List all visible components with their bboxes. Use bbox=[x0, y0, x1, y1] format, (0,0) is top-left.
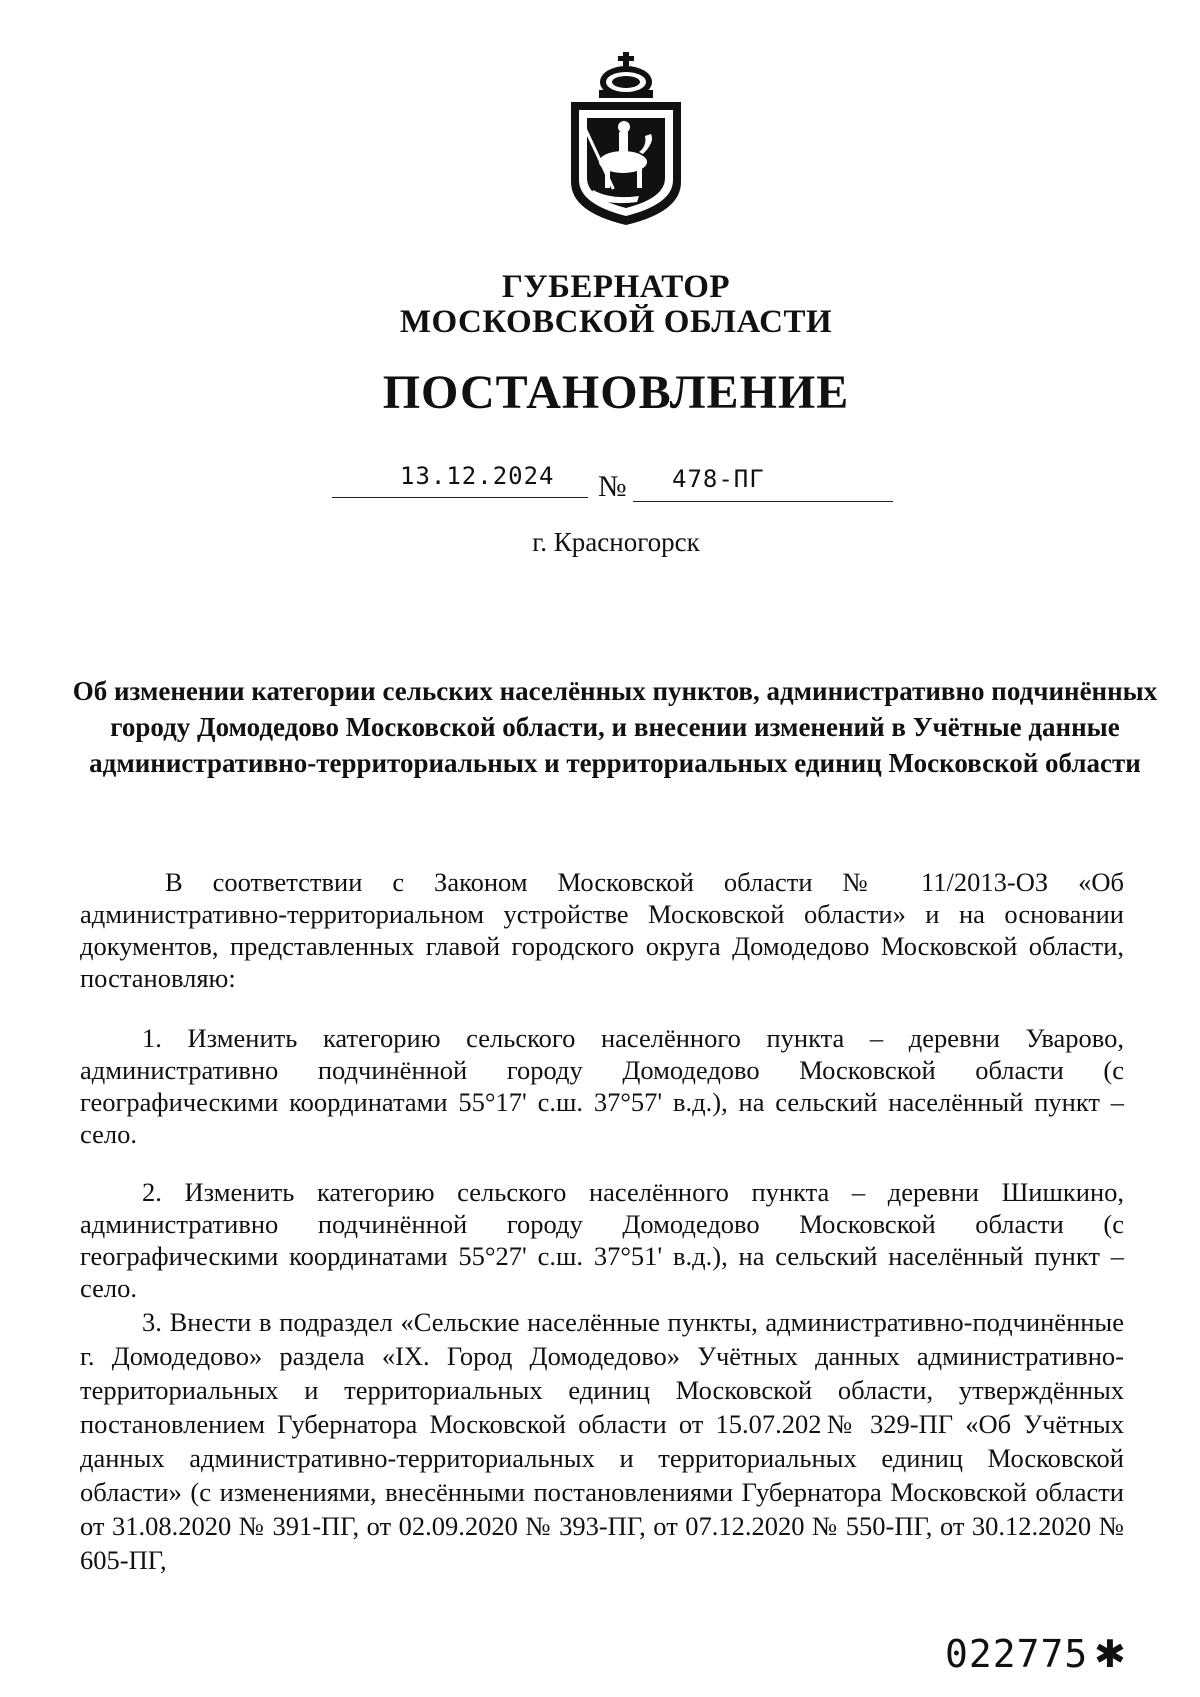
number-sign: № bbox=[598, 470, 627, 503]
clause-1: 1. Изменить категорию сельского населённого пункта – деревни Уварово, административно подчинённой городу Домодедово Московской области (с географическими координатами 55°17' с.ш. 37°57' в.д.), на сельский населённый пункт – село. bbox=[80, 1023, 1124, 1149]
clause-2: 2. Изменить категорию сельского населённого пункта – деревни Шишкино, административно подчинённой городу Домодедово Московской области (с географическими координатами 55°27' с.ш. 37°51' в.д.), на сельский населённый пункт – село. bbox=[80, 1177, 1124, 1303]
number-underline bbox=[633, 501, 893, 502]
document-title: Об изменении категории сельских населённых пунктов, административно подчинённых городу Домодедово Московской области, и внесении изменений в Учётные данные административно-территориальных и территориальных единиц Московской области bbox=[72, 676, 1158, 778]
document-type: ПОСТАНОВЛЕНИЕ bbox=[382, 366, 850, 419]
issuer-title: ГУБЕРНАТОР bbox=[501, 269, 731, 305]
document-date: 13.12.2024 bbox=[400, 462, 555, 490]
date-underline bbox=[332, 497, 588, 498]
serial-number: 022775 bbox=[945, 1632, 1089, 1676]
document-number: 478-ПГ bbox=[672, 465, 765, 493]
asterisk-mark-icon: ✱ bbox=[1094, 1634, 1126, 1676]
coat-of-arms-icon bbox=[563, 50, 689, 228]
clause-3: 3. Внести в подраздел «Сельские населённые пункты, административно-подчинённые г. Домодедово» раздела «IX. Город Домодедово» Учётных данных административно-территориальных и территориальных единиц Московской области, утверждённых постановлением Губернатора Московской области от 15.07.202№ 329-ПГ «Об Учётных данных административно-территориальных и территориальных единиц Московской области» (с изменениями, внесёнными постановлениями Губернатора Московской области от 31.08.2020 № 391-ПГ, от 02.09.2020 № 393-ПГ, от 07.12.2020 № 550-ПГ, от 30.12.2020 № 605-ПГ, bbox=[80, 1307, 1124, 1575]
issuer-region: МОСКОВСКОЙ ОБЛАСТИ bbox=[399, 304, 833, 340]
preamble-paragraph: В соответствии с Законом Московской области № 11/2013-ОЗ «Об административно-территориальном устройстве Московской области» и на основании документов, представленных главой городского округа Домодедово Московской области, постановляю: bbox=[80, 867, 1124, 993]
issue-city: г. Красногорск bbox=[532, 527, 700, 557]
